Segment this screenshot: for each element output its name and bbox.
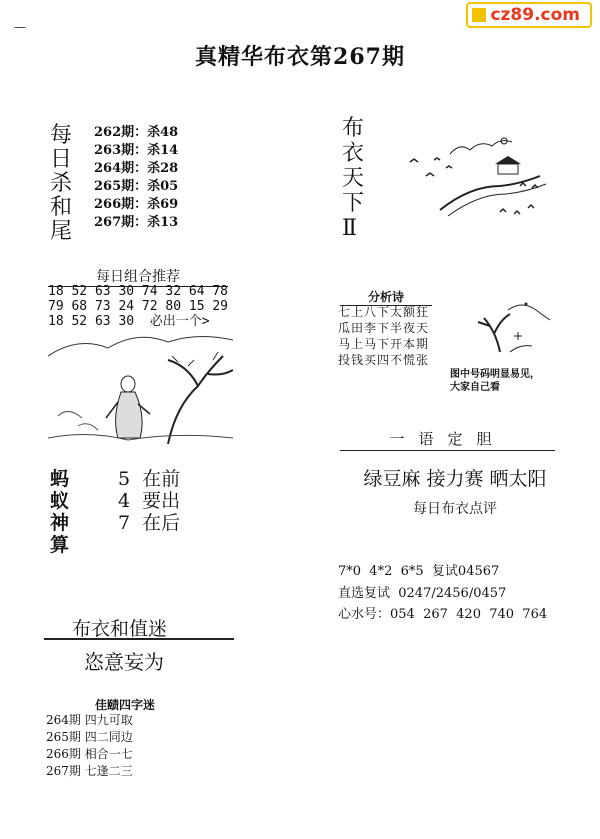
poem-line: 瓜田李下半夜天	[338, 321, 430, 335]
heading-char: Ⅱ	[342, 216, 357, 241]
heading-char: 天	[342, 166, 365, 191]
kill-row: 267期：杀13	[94, 215, 179, 230]
daily-review: 每日布衣点评	[413, 501, 497, 517]
site-badge-text: cz89.com	[490, 5, 580, 25]
poem-line: 七上八下太额狂	[338, 305, 430, 319]
picks-line: 心水号：054 267 420 740 764	[338, 607, 548, 622]
riddles-list	[46, 712, 133, 780]
kill-row: 265期：杀05	[94, 179, 179, 194]
hint-line: 大家自己看	[450, 382, 500, 393]
corner-mark: —	[14, 20, 26, 34]
site-badge[interactable]	[466, 2, 592, 28]
heading-char: 神	[50, 512, 70, 534]
divider	[44, 638, 234, 640]
heading-char: 和	[50, 195, 73, 220]
kill-row: 263期：杀14	[94, 143, 179, 158]
heading-char: 衣	[342, 141, 365, 166]
heading-char: 每	[50, 123, 73, 148]
sage-illustration	[48, 326, 233, 444]
divider	[340, 450, 555, 451]
heading-char: 日	[50, 147, 73, 172]
picks-line: 直选复试 0247/2456/0457	[338, 586, 507, 601]
value-section-subtitle: 恣意妄为	[84, 650, 164, 674]
value-section-title: 布衣和值迷	[72, 618, 168, 640]
combo-numbers	[48, 284, 228, 329]
heading-char: 蚂	[50, 468, 70, 490]
analysis-title: 分析诗	[340, 288, 432, 306]
daily-kill-heading	[50, 124, 72, 244]
god-line: 7 在后	[118, 512, 181, 534]
motto: 一语定胆	[389, 430, 506, 448]
hint-line: 图中号码明显易见，	[450, 369, 540, 380]
heading-char: 布	[342, 116, 365, 141]
analysis-poem	[338, 304, 429, 368]
riddle-row: 265期 四二同边	[46, 730, 133, 744]
right-heading	[342, 116, 364, 241]
kill-row: 262期：杀48	[94, 125, 179, 140]
heading-char: 尾	[50, 219, 73, 244]
heading-char: 蚁	[50, 490, 70, 512]
ant-god-heading	[50, 468, 69, 556]
poem-line: 马上马下开本期	[338, 337, 430, 351]
kill-row: 264期：杀28	[94, 161, 179, 176]
combo-title: 每日组合推荐	[48, 266, 228, 287]
landscape-sketch	[400, 124, 550, 224]
poem-line: 投钱买四不慌张	[338, 353, 430, 367]
daily-kill-list	[94, 124, 178, 232]
combo-line: 18 52 63 30 必出一个>	[48, 314, 210, 329]
riddles-title: 佳赜四字迷	[95, 698, 156, 712]
heading-char: 下	[342, 191, 365, 216]
ant-god-lines	[118, 468, 180, 534]
heading-char: 算	[50, 534, 70, 556]
tree-sketch	[470, 296, 550, 356]
picks-line: 7*0 4*2 6*5 复试04567	[338, 564, 500, 579]
page-title: 真精华布衣第267期	[195, 44, 405, 70]
analysis-hint	[450, 368, 540, 394]
riddle-row: 267期 七逢二三	[46, 764, 133, 778]
riddle-row: 264期 四九可取	[46, 713, 133, 727]
kill-row: 266期：杀69	[94, 197, 179, 212]
logo-square-icon	[472, 8, 486, 22]
heading-char: 杀	[50, 171, 73, 196]
tips: 绿豆麻 接力赛 晒太阳	[363, 468, 547, 490]
god-line: 5 在前	[118, 468, 181, 490]
god-line: 4 要出	[118, 490, 181, 512]
riddle-row: 266期 相合一七	[46, 747, 133, 761]
combo-line: 79 68 73 24 72 80 15 29	[48, 299, 229, 314]
combo-line: 18 52 63 30 74 32 64 78	[48, 284, 229, 299]
